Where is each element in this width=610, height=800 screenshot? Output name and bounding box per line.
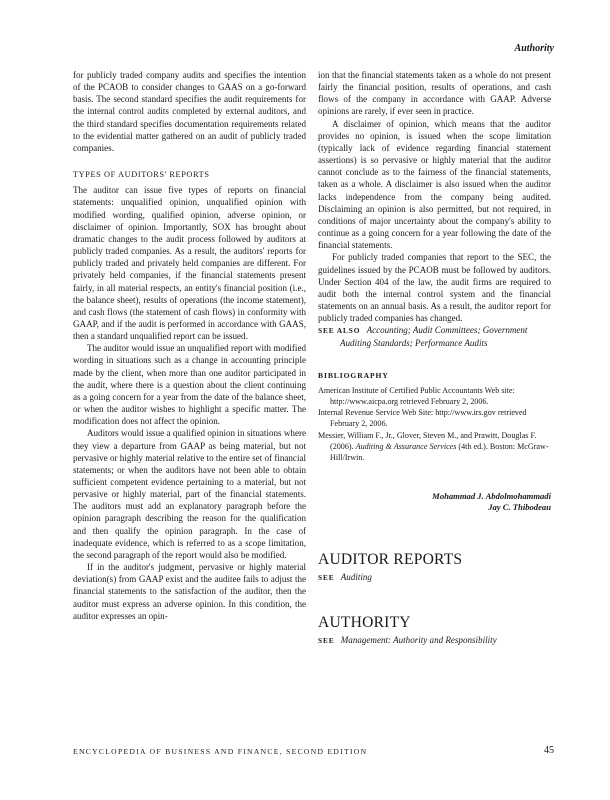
paragraph: The auditor would issue an unqualified report with modified wording in situations such as a change in accounting principle made by the client, when more than one auditor participated in the audit, where there is a question about the client continuing as a going concern for a year from the date of the balance sheet, or when the auditor wishes to highlight a specific matter. The modification does not affect the opinion. bbox=[73, 343, 306, 427]
bibliography-entry: Internal Revenue Service Web Site: http://www.irs.gov retrieved February 2, 2006. bbox=[318, 408, 527, 429]
left-column bbox=[73, 69, 306, 622]
see-link[interactable]: Management: Authority and Responsibility bbox=[340, 635, 497, 646]
entry-see-reference bbox=[318, 634, 551, 647]
author-name: Jay C. Thibodeau bbox=[488, 502, 551, 513]
bib-entry-publisher: (4th ed.). Boston: McGraw-Hill/Irwin. bbox=[330, 441, 549, 462]
paragraph: ion that the financial statements taken as a whole do not present fairly the financial position, results of operations, and cash flows of the company in accordance with GAAP. Adverse opinions are rarely, if ever seen in practice. bbox=[318, 70, 551, 117]
bibliography-entry bbox=[318, 430, 551, 464]
see-also-label: SEE ALSO bbox=[318, 326, 361, 336]
paragraph: If in the auditor's judgment, pervasive or highly material deviation(s) from GAAP exist and the auditee fails to adjust the financial statements to the satisfaction of the auditor, then the auditor must express an adverse opinion. In this condition, the auditor expresses an opin- bbox=[73, 562, 306, 621]
bibliography-heading: BIBLIOGRAPHY bbox=[318, 370, 389, 380]
see-also-links[interactable]: Accounting; Audit Committees; Government Auditing Standards; Performance Audits bbox=[340, 325, 528, 349]
bib-entry-authors: Messier, William F., Jr., Glover, Steven M., and Prawitt, Douglas F. (2006). bbox=[318, 430, 537, 451]
right-column bbox=[318, 69, 551, 647]
bib-entry-title: Auditing & Assurance Services bbox=[355, 441, 457, 451]
paragraph: For publicly traded companies that report to the SEC, the guidelines issued by the PCAOB must be followed by auditors. Under Section 404 of the law, the audit firms are required to audit both the internal control system and the financial statements on an annual basis. As a result, the auditor report for publicly traded companies has changed. bbox=[318, 252, 551, 324]
see-label: SEE bbox=[318, 636, 335, 646]
entry-see-reference bbox=[318, 571, 551, 584]
paragraph: A disclaimer of opinion, which means that the auditor provides no opinion, is issued when the scope limitation (typically lack of evidence regarding financial statement assertions) is so pervasive or highly material that the auditor cannot conclude as to the fairness of the financial statements, taken as a whole. A disclaimer is also issued when the auditor lacks independence from the company being audited. Disclaiming an opinion is also permitted, but not required, in conditions of major uncertainty about the company's ability to continue as a going concern for a year following the date of the financial statements. bbox=[318, 118, 551, 251]
paragraph: The auditor can issue five types of reports on financial statements: unqualified opinion, unqualified opinion with modified wording, qualified opinion, adverse opinion, or disclaimer of opinion. Importantly, SOX has brought about dramatic changes to the audit process followed by auditors at publicly traded companies. As a result, the auditors' reports for publicly traded and privately held companies are different. For privately held companies, if the financial statements present fairly, in all material respects, an entity's financial position (i.e., the balance sheet), results of operations (the income statement), and cash flows (the statement of cash flows) in conformity with GAAP, and if the audit is performed in accordance with GAAS, then a standard unqualified report can be issued. bbox=[73, 185, 306, 342]
paragraph: Auditors would issue a qualified opinion in situations where they view a departure from GAAP as being material, but not pervasive or highly material relative to the entire set of financial statements; or when the auditors have not been able to obtain sufficient competent evidence pertaining to a material, but not pervasive or highly material, part of the financial statements. The auditors must add an explanatory paragraph before the opinion paragraph describing the reason for the qualification and then qualify the opinion paragraph. In the case of inadequate evidence, which is referred to as a scope limitation, the second paragraph of the report would also be modified. bbox=[73, 428, 306, 560]
see-link[interactable]: Auditing bbox=[340, 572, 372, 583]
see-label: SEE bbox=[318, 573, 335, 583]
page-number: 45 bbox=[544, 745, 554, 756]
entry-title: AUTHORITY bbox=[318, 614, 411, 632]
author-name: Mohammad J. Abdolmohammadi bbox=[432, 491, 551, 502]
article-authors bbox=[318, 491, 551, 513]
paragraph: for publicly traded company audits and specifies the intention of the PCAOB to consider changes to GAAS on a go-forward basis. The second standard specifies the audit requirements for the internal control audits completed by external auditors, and the third standard specifies documentation requirements related to the evidential matter gathered on an audit of publicly traded companies. bbox=[73, 70, 306, 153]
entry-title: AUDITOR REPORTS bbox=[318, 551, 463, 569]
running-head: Authority bbox=[514, 43, 554, 54]
section-heading: TYPES OF AUDITORS' REPORTS bbox=[73, 170, 210, 180]
bibliography-entry: American Institute of Certified Public Accountants Web site: http://www.aicpa.org retrieved February 2, 2006. bbox=[318, 385, 515, 406]
publication-title: ENCYCLOPEDIA OF BUSINESS AND FINANCE, SECOND EDITION bbox=[73, 747, 368, 756]
see-also bbox=[318, 324, 551, 349]
